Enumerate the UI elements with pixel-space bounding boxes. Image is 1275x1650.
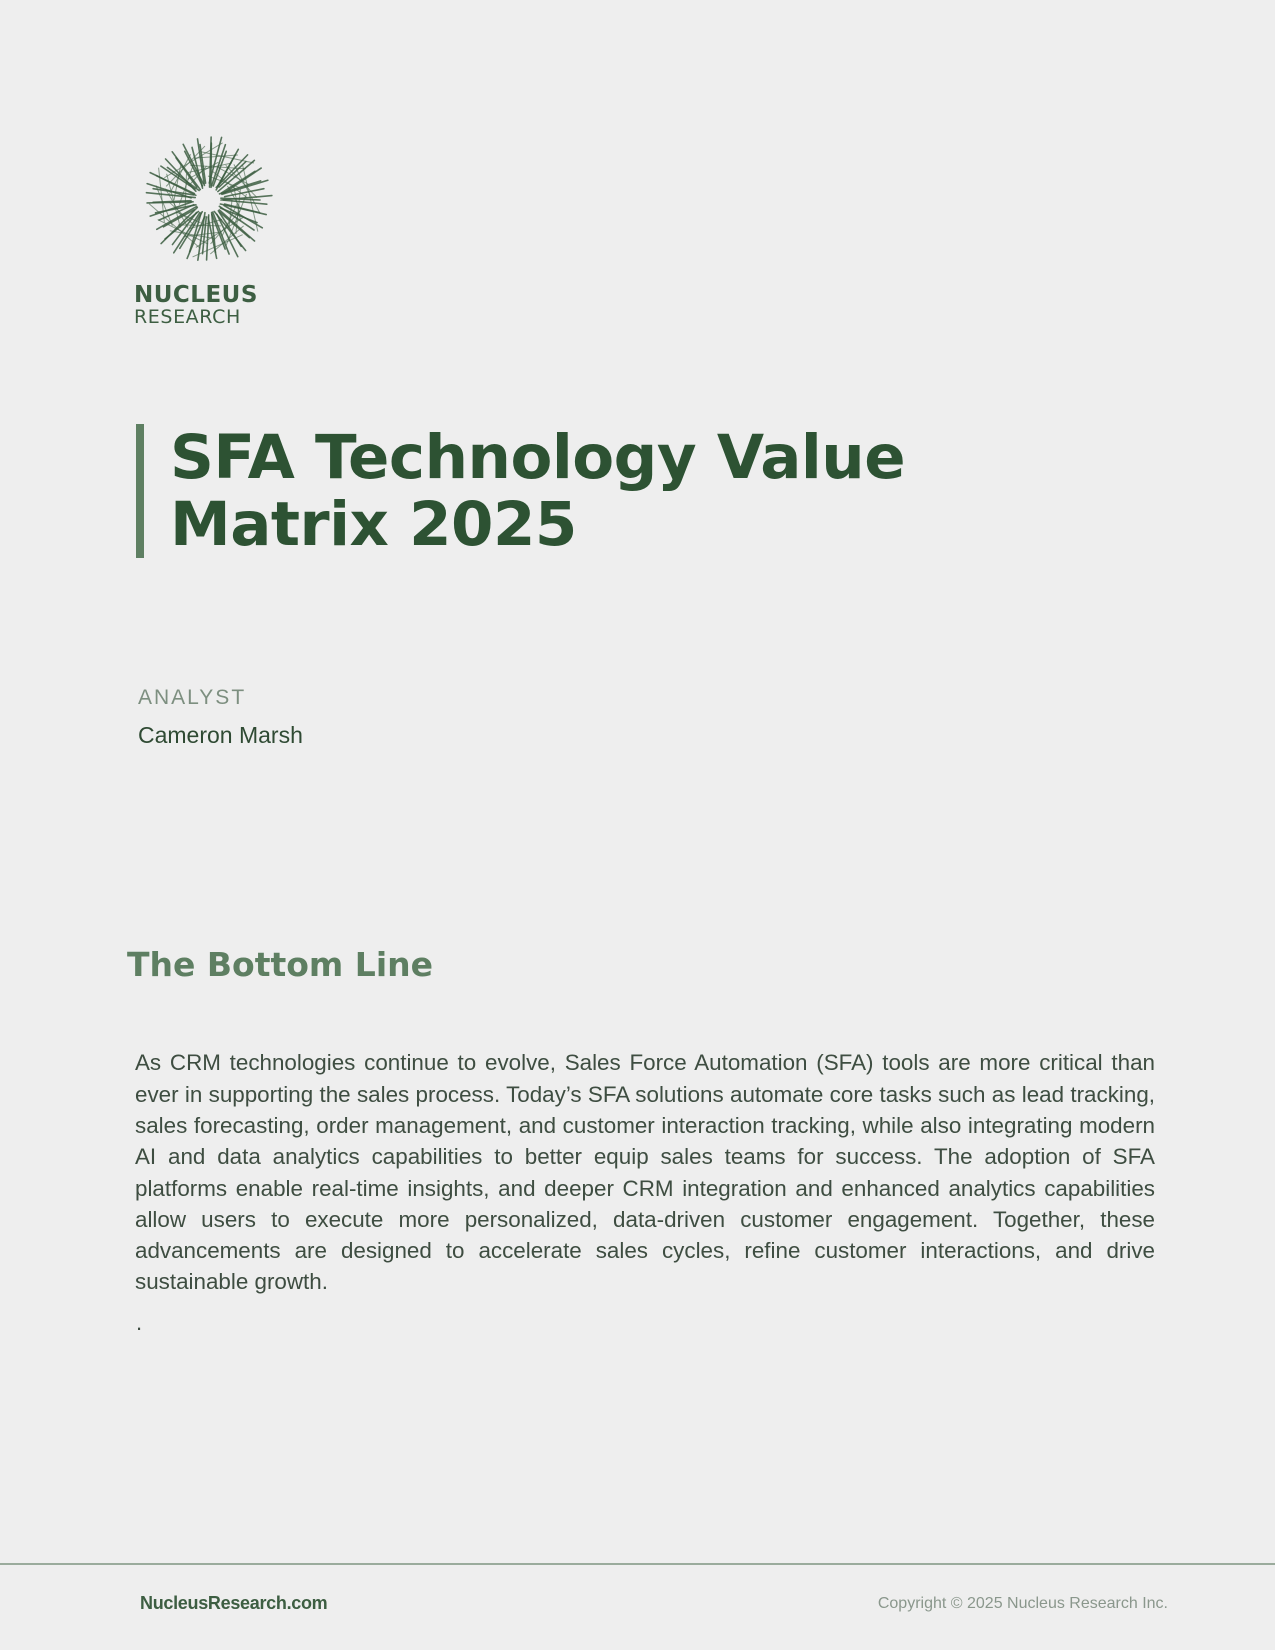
starburst-logo-icon: [138, 130, 278, 270]
analyst-label: ANALYST: [138, 686, 247, 709]
footer-copyright: Copyright © 2025 Nucleus Research Inc.: [877, 1595, 1168, 1612]
footer-website-link[interactable]: NucleusResearch.com: [140, 1593, 328, 1613]
nucleus-research-logo: [134, 130, 284, 327]
footer-divider: [0, 1563, 1275, 1565]
logo-wordmark-nucleus: NUCLEUS: [134, 282, 258, 308]
report-title-line-2: Matrix 2025: [170, 489, 577, 560]
bottom-line-paragraph: As CRM technologies continue to evolve, Sales Force Automation (SFA) tools are more critical than ever in supporting the sales process. Today’s SFA solutions automate core tasks such as lead tracking, sales forecasting, order management, and customer interaction tracking, while also integrating modern AI and data analytics capabilities to better equip sales teams for success. The adoption of SFA platforms enable real-time insights, and deeper CRM integration and enhanced analytics capabilities allow users to execute more personalized, data-driven customer engagement. Together, these advancements are designed to accelerate sales cycles, refine customer interactions, and drive sustainable growth.: [135, 1050, 1155, 1295]
report-title: [136, 424, 905, 558]
analyst-name: Cameron Marsh: [138, 722, 303, 748]
trailing-period: .: [136, 1310, 143, 1335]
report-title-line-1: SFA Technology Value: [170, 422, 906, 493]
section-heading-bottom-line: The Bottom Line: [127, 945, 434, 984]
logo-wordmark-research: RESEARCH: [134, 306, 241, 328]
